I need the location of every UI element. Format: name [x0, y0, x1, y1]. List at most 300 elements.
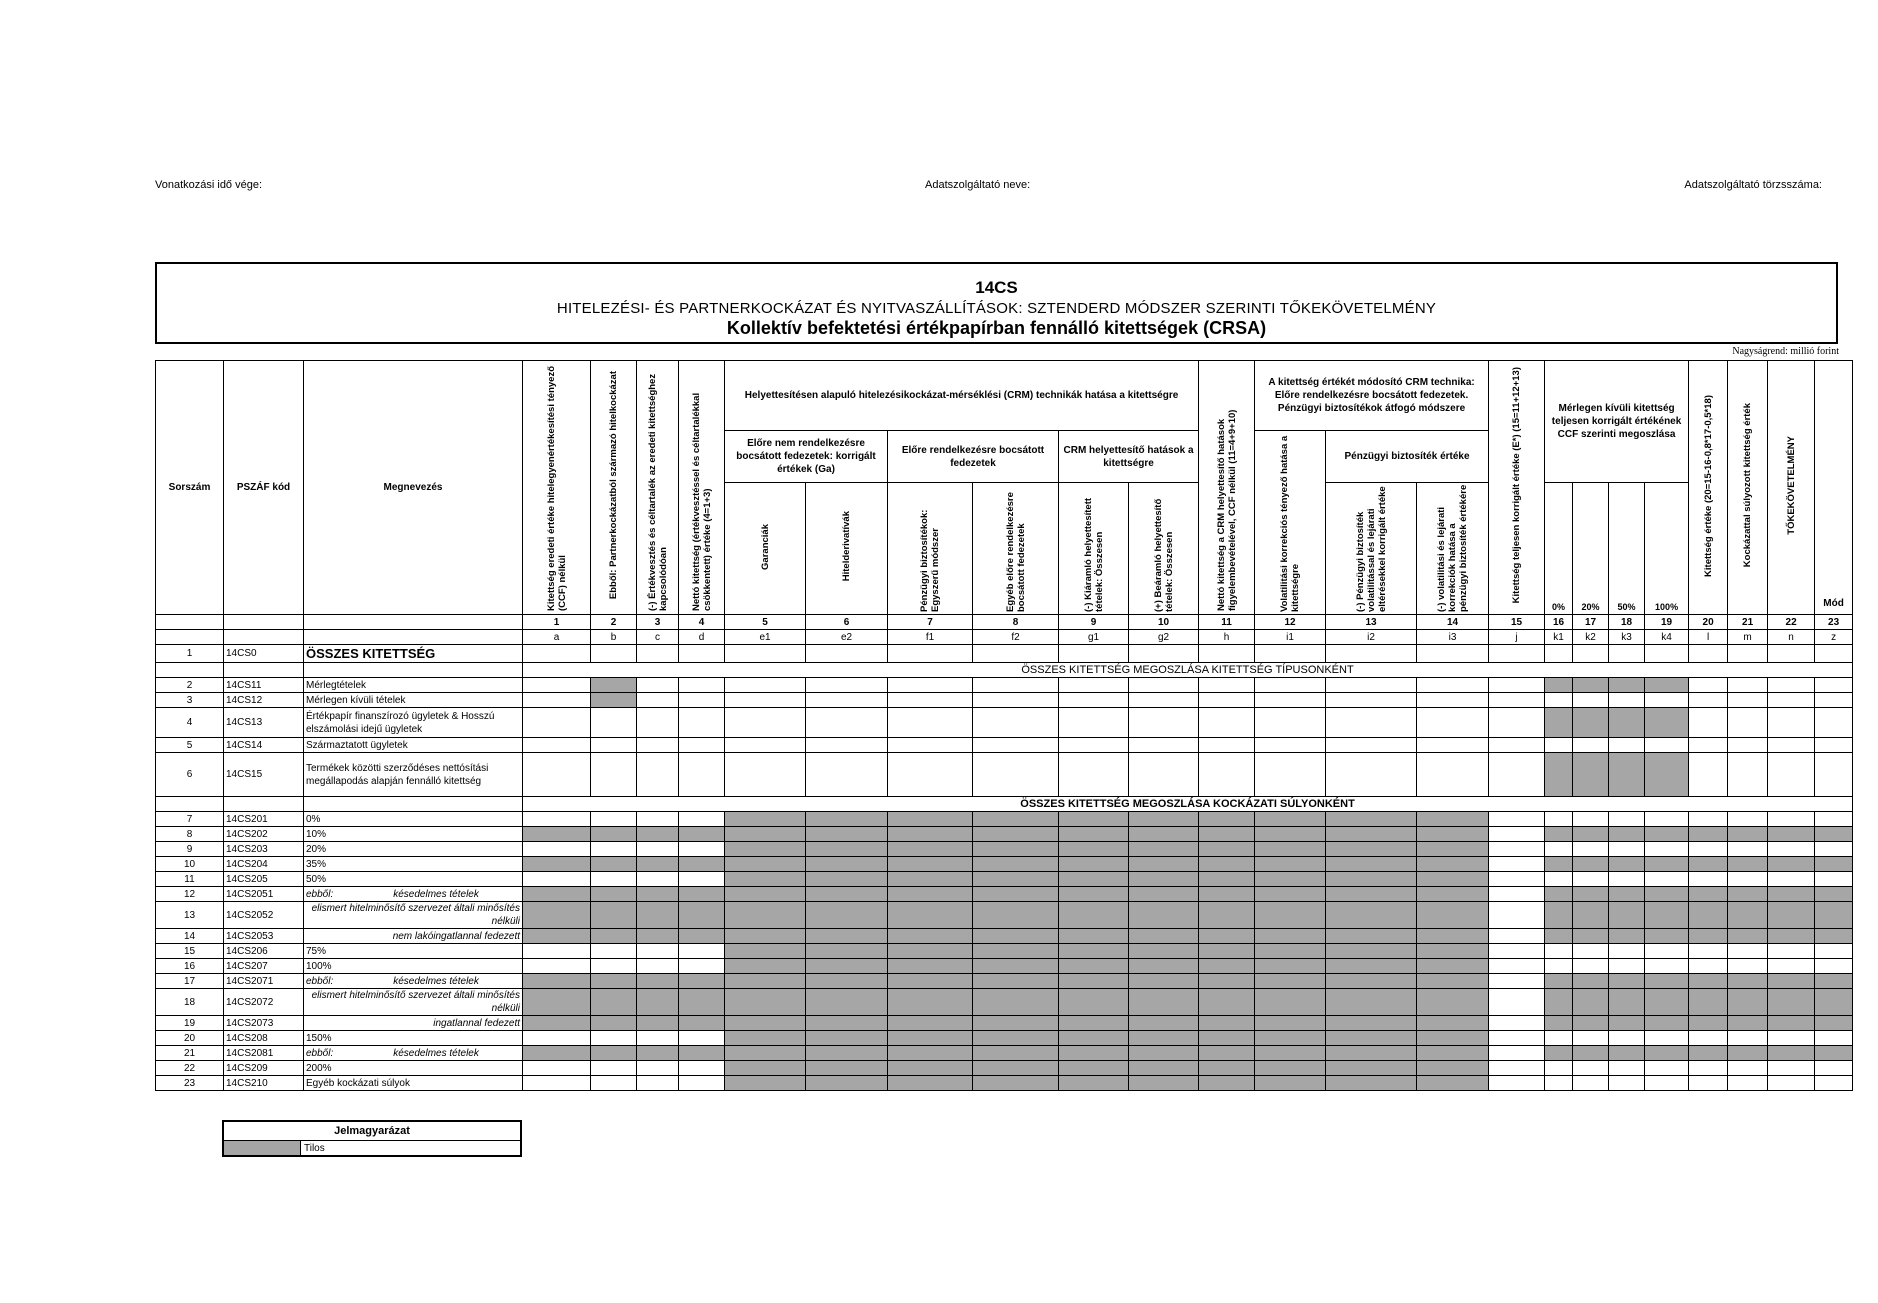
data-cell[interactable]	[888, 812, 973, 827]
data-cell[interactable]	[679, 1046, 725, 1061]
data-cell[interactable]	[1689, 678, 1728, 693]
data-cell[interactable]	[1645, 902, 1689, 929]
data-cell[interactable]	[1199, 944, 1255, 959]
data-cell[interactable]	[1728, 1076, 1768, 1091]
data-cell[interactable]	[1129, 1061, 1199, 1076]
data-cell[interactable]	[725, 1016, 806, 1031]
data-cell[interactable]	[637, 929, 679, 944]
data-cell[interactable]	[1768, 1061, 1815, 1076]
data-cell[interactable]	[1326, 902, 1417, 929]
data-cell[interactable]	[1545, 872, 1573, 887]
data-cell[interactable]	[1059, 1076, 1129, 1091]
data-cell[interactable]	[637, 902, 679, 929]
data-cell[interactable]	[1689, 929, 1728, 944]
data-cell[interactable]	[888, 645, 973, 663]
data-cell[interactable]	[1815, 857, 1853, 872]
data-cell[interactable]	[1645, 974, 1689, 989]
data-cell[interactable]	[1129, 929, 1199, 944]
data-cell[interactable]	[1255, 827, 1326, 842]
data-cell[interactable]	[1645, 753, 1689, 797]
data-cell[interactable]	[1573, 1061, 1609, 1076]
data-cell[interactable]	[523, 902, 591, 929]
data-cell[interactable]	[1059, 944, 1129, 959]
data-cell[interactable]	[806, 753, 888, 797]
data-cell[interactable]	[1255, 872, 1326, 887]
data-cell[interactable]	[523, 693, 591, 708]
data-cell[interactable]	[1059, 738, 1129, 753]
data-cell[interactable]	[1573, 842, 1609, 857]
data-cell[interactable]	[637, 708, 679, 738]
data-cell[interactable]	[637, 827, 679, 842]
data-cell[interactable]	[1545, 857, 1573, 872]
data-cell[interactable]	[1609, 645, 1645, 663]
data-cell[interactable]	[1489, 1061, 1545, 1076]
data-cell[interactable]	[1815, 959, 1853, 974]
data-cell[interactable]	[1255, 887, 1326, 902]
data-cell[interactable]	[1489, 887, 1545, 902]
data-cell[interactable]	[1573, 944, 1609, 959]
data-cell[interactable]	[1417, 1046, 1489, 1061]
data-cell[interactable]	[1059, 959, 1129, 974]
data-cell[interactable]	[1059, 872, 1129, 887]
data-cell[interactable]	[1255, 678, 1326, 693]
data-cell[interactable]	[1255, 708, 1326, 738]
data-cell[interactable]	[1768, 827, 1815, 842]
data-cell[interactable]	[1059, 1046, 1129, 1061]
data-cell[interactable]	[1545, 738, 1573, 753]
data-cell[interactable]	[806, 678, 888, 693]
data-cell[interactable]	[1815, 1031, 1853, 1046]
data-cell[interactable]	[1417, 645, 1489, 663]
data-cell[interactable]	[1645, 1061, 1689, 1076]
data-cell[interactable]	[1815, 929, 1853, 944]
data-cell[interactable]	[1417, 827, 1489, 842]
data-cell[interactable]	[1129, 1046, 1199, 1061]
data-cell[interactable]	[637, 738, 679, 753]
data-cell[interactable]	[1609, 812, 1645, 827]
data-cell[interactable]	[1417, 872, 1489, 887]
data-cell[interactable]	[591, 1046, 637, 1061]
data-cell[interactable]	[725, 974, 806, 989]
data-cell[interactable]	[1768, 842, 1815, 857]
data-cell[interactable]	[637, 872, 679, 887]
data-cell[interactable]	[1573, 902, 1609, 929]
data-cell[interactable]	[1728, 753, 1768, 797]
data-cell[interactable]	[679, 842, 725, 857]
data-cell[interactable]	[1768, 812, 1815, 827]
data-cell[interactable]	[1326, 887, 1417, 902]
data-cell[interactable]	[591, 708, 637, 738]
data-cell[interactable]	[1728, 872, 1768, 887]
data-cell[interactable]	[1815, 812, 1853, 827]
data-cell[interactable]	[1609, 842, 1645, 857]
data-cell[interactable]	[1255, 959, 1326, 974]
data-cell[interactable]	[1059, 929, 1129, 944]
data-cell[interactable]	[1609, 753, 1645, 797]
data-cell[interactable]	[591, 902, 637, 929]
data-cell[interactable]	[888, 974, 973, 989]
data-cell[interactable]	[1489, 645, 1545, 663]
data-cell[interactable]	[1645, 1031, 1689, 1046]
data-cell[interactable]	[806, 902, 888, 929]
data-cell[interactable]	[1255, 1061, 1326, 1076]
data-cell[interactable]	[1728, 645, 1768, 663]
data-cell[interactable]	[523, 887, 591, 902]
data-cell[interactable]	[1326, 1076, 1417, 1091]
data-cell[interactable]	[1326, 842, 1417, 857]
data-cell[interactable]	[1255, 857, 1326, 872]
data-cell[interactable]	[1768, 753, 1815, 797]
data-cell[interactable]	[1815, 974, 1853, 989]
data-cell[interactable]	[806, 1061, 888, 1076]
data-cell[interactable]	[1645, 678, 1689, 693]
data-cell[interactable]	[1545, 753, 1573, 797]
data-cell[interactable]	[1815, 693, 1853, 708]
data-cell[interactable]	[1326, 1061, 1417, 1076]
data-cell[interactable]	[1728, 1061, 1768, 1076]
data-cell[interactable]	[1545, 645, 1573, 663]
data-cell[interactable]	[1129, 1016, 1199, 1031]
data-cell[interactable]	[1645, 645, 1689, 663]
data-cell[interactable]	[637, 645, 679, 663]
data-cell[interactable]	[1199, 1076, 1255, 1091]
data-cell[interactable]	[637, 857, 679, 872]
data-cell[interactable]	[1129, 645, 1199, 663]
data-cell[interactable]	[637, 842, 679, 857]
data-cell[interactable]	[591, 812, 637, 827]
data-cell[interactable]	[973, 902, 1059, 929]
data-cell[interactable]	[725, 857, 806, 872]
data-cell[interactable]	[725, 753, 806, 797]
data-cell[interactable]	[806, 1016, 888, 1031]
data-cell[interactable]	[1768, 645, 1815, 663]
data-cell[interactable]	[1689, 827, 1728, 842]
data-cell[interactable]	[1689, 708, 1728, 738]
data-cell[interactable]	[725, 1046, 806, 1061]
data-cell[interactable]	[1768, 929, 1815, 944]
data-cell[interactable]	[1059, 989, 1129, 1016]
data-cell[interactable]	[1326, 645, 1417, 663]
data-cell[interactable]	[1489, 827, 1545, 842]
data-cell[interactable]	[1689, 812, 1728, 827]
data-cell[interactable]	[1059, 827, 1129, 842]
data-cell[interactable]	[806, 959, 888, 974]
data-cell[interactable]	[1689, 1061, 1728, 1076]
data-cell[interactable]	[1645, 989, 1689, 1016]
data-cell[interactable]	[888, 902, 973, 929]
data-cell[interactable]	[679, 872, 725, 887]
data-cell[interactable]	[1255, 929, 1326, 944]
data-cell[interactable]	[1645, 887, 1689, 902]
data-cell[interactable]	[1573, 753, 1609, 797]
data-cell[interactable]	[1768, 738, 1815, 753]
data-cell[interactable]	[637, 887, 679, 902]
data-cell[interactable]	[1609, 708, 1645, 738]
data-cell[interactable]	[1326, 872, 1417, 887]
data-cell[interactable]	[1545, 944, 1573, 959]
data-cell[interactable]	[1129, 753, 1199, 797]
data-cell[interactable]	[1645, 827, 1689, 842]
data-cell[interactable]	[888, 678, 973, 693]
data-cell[interactable]	[1129, 974, 1199, 989]
data-cell[interactable]	[1199, 959, 1255, 974]
data-cell[interactable]	[591, 645, 637, 663]
data-cell[interactable]	[1059, 812, 1129, 827]
data-cell[interactable]	[1573, 929, 1609, 944]
data-cell[interactable]	[973, 738, 1059, 753]
data-cell[interactable]	[973, 1061, 1059, 1076]
data-cell[interactable]	[591, 1061, 637, 1076]
data-cell[interactable]	[725, 693, 806, 708]
data-cell[interactable]	[973, 678, 1059, 693]
data-cell[interactable]	[725, 944, 806, 959]
data-cell[interactable]	[888, 1016, 973, 1031]
data-cell[interactable]	[679, 857, 725, 872]
data-cell[interactable]	[1059, 887, 1129, 902]
data-cell[interactable]	[888, 887, 973, 902]
data-cell[interactable]	[1573, 1076, 1609, 1091]
data-cell[interactable]	[1645, 1076, 1689, 1091]
data-cell[interactable]	[1645, 929, 1689, 944]
data-cell[interactable]	[1609, 959, 1645, 974]
data-cell[interactable]	[523, 842, 591, 857]
data-cell[interactable]	[637, 1046, 679, 1061]
data-cell[interactable]	[1728, 944, 1768, 959]
data-cell[interactable]	[1199, 827, 1255, 842]
data-cell[interactable]	[1728, 902, 1768, 929]
data-cell[interactable]	[1815, 738, 1853, 753]
data-cell[interactable]	[1199, 645, 1255, 663]
data-cell[interactable]	[1129, 1076, 1199, 1091]
data-cell[interactable]	[1417, 1031, 1489, 1046]
data-cell[interactable]	[973, 1031, 1059, 1046]
data-cell[interactable]	[1545, 959, 1573, 974]
data-cell[interactable]	[1489, 1046, 1545, 1061]
data-cell[interactable]	[679, 645, 725, 663]
data-cell[interactable]	[523, 929, 591, 944]
data-cell[interactable]	[725, 959, 806, 974]
data-cell[interactable]	[1255, 1046, 1326, 1061]
data-cell[interactable]	[591, 872, 637, 887]
data-cell[interactable]	[1417, 693, 1489, 708]
data-cell[interactable]	[806, 989, 888, 1016]
data-cell[interactable]	[637, 1061, 679, 1076]
data-cell[interactable]	[1689, 887, 1728, 902]
data-cell[interactable]	[1199, 753, 1255, 797]
data-cell[interactable]	[888, 693, 973, 708]
data-cell[interactable]	[1609, 872, 1645, 887]
data-cell[interactable]	[725, 708, 806, 738]
data-cell[interactable]	[679, 827, 725, 842]
data-cell[interactable]	[523, 1061, 591, 1076]
data-cell[interactable]	[973, 645, 1059, 663]
data-cell[interactable]	[1728, 887, 1768, 902]
data-cell[interactable]	[1609, 929, 1645, 944]
data-cell[interactable]	[1059, 857, 1129, 872]
data-cell[interactable]	[1545, 812, 1573, 827]
data-cell[interactable]	[888, 753, 973, 797]
data-cell[interactable]	[806, 812, 888, 827]
data-cell[interactable]	[591, 1076, 637, 1091]
data-cell[interactable]	[1815, 827, 1853, 842]
data-cell[interactable]	[1728, 929, 1768, 944]
data-cell[interactable]	[1489, 1031, 1545, 1046]
data-cell[interactable]	[1326, 944, 1417, 959]
data-cell[interactable]	[1573, 872, 1609, 887]
data-cell[interactable]	[1645, 872, 1689, 887]
data-cell[interactable]	[1573, 812, 1609, 827]
data-cell[interactable]	[1573, 989, 1609, 1016]
data-cell[interactable]	[1573, 1016, 1609, 1031]
data-cell[interactable]	[523, 1046, 591, 1061]
data-cell[interactable]	[637, 812, 679, 827]
data-cell[interactable]	[1199, 1016, 1255, 1031]
data-cell[interactable]	[888, 1076, 973, 1091]
data-cell[interactable]	[1609, 738, 1645, 753]
data-cell[interactable]	[1199, 989, 1255, 1016]
data-cell[interactable]	[973, 827, 1059, 842]
data-cell[interactable]	[679, 887, 725, 902]
data-cell[interactable]	[1689, 902, 1728, 929]
data-cell[interactable]	[1417, 1016, 1489, 1031]
data-cell[interactable]	[1059, 645, 1129, 663]
data-cell[interactable]	[1728, 1016, 1768, 1031]
data-cell[interactable]	[1199, 929, 1255, 944]
data-cell[interactable]	[1255, 989, 1326, 1016]
data-cell[interactable]	[1255, 1016, 1326, 1031]
data-cell[interactable]	[1609, 857, 1645, 872]
data-cell[interactable]	[725, 872, 806, 887]
data-cell[interactable]	[1199, 1061, 1255, 1076]
data-cell[interactable]	[591, 989, 637, 1016]
data-cell[interactable]	[1255, 902, 1326, 929]
data-cell[interactable]	[637, 989, 679, 1016]
data-cell[interactable]	[1417, 902, 1489, 929]
data-cell[interactable]	[1728, 708, 1768, 738]
data-cell[interactable]	[973, 944, 1059, 959]
data-cell[interactable]	[1326, 753, 1417, 797]
data-cell[interactable]	[1609, 944, 1645, 959]
data-cell[interactable]	[1255, 1076, 1326, 1091]
data-cell[interactable]	[523, 827, 591, 842]
data-cell[interactable]	[1689, 693, 1728, 708]
data-cell[interactable]	[1255, 974, 1326, 989]
data-cell[interactable]	[1255, 645, 1326, 663]
data-cell[interactable]	[888, 929, 973, 944]
data-cell[interactable]	[1815, 902, 1853, 929]
data-cell[interactable]	[1768, 887, 1815, 902]
data-cell[interactable]	[1573, 738, 1609, 753]
data-cell[interactable]	[1609, 887, 1645, 902]
data-cell[interactable]	[1545, 842, 1573, 857]
data-cell[interactable]	[1815, 708, 1853, 738]
data-cell[interactable]	[523, 738, 591, 753]
data-cell[interactable]	[1689, 1076, 1728, 1091]
data-cell[interactable]	[1645, 1046, 1689, 1061]
data-cell[interactable]	[1129, 887, 1199, 902]
data-cell[interactable]	[1199, 902, 1255, 929]
data-cell[interactable]	[1199, 678, 1255, 693]
data-cell[interactable]	[1326, 678, 1417, 693]
data-cell[interactable]	[888, 738, 973, 753]
data-cell[interactable]	[1609, 1016, 1645, 1031]
data-cell[interactable]	[1326, 989, 1417, 1016]
data-cell[interactable]	[1129, 693, 1199, 708]
data-cell[interactable]	[1768, 678, 1815, 693]
data-cell[interactable]	[1609, 1046, 1645, 1061]
data-cell[interactable]	[1199, 974, 1255, 989]
data-cell[interactable]	[1768, 902, 1815, 929]
data-cell[interactable]	[523, 857, 591, 872]
data-cell[interactable]	[1129, 812, 1199, 827]
data-cell[interactable]	[725, 812, 806, 827]
data-cell[interactable]	[523, 944, 591, 959]
data-cell[interactable]	[973, 812, 1059, 827]
data-cell[interactable]	[1573, 708, 1609, 738]
data-cell[interactable]	[1728, 842, 1768, 857]
data-cell[interactable]	[1728, 678, 1768, 693]
data-cell[interactable]	[1609, 678, 1645, 693]
data-cell[interactable]	[591, 857, 637, 872]
data-cell[interactable]	[591, 738, 637, 753]
data-cell[interactable]	[679, 959, 725, 974]
data-cell[interactable]	[1545, 693, 1573, 708]
data-cell[interactable]	[1645, 708, 1689, 738]
data-cell[interactable]	[1417, 1061, 1489, 1076]
data-cell[interactable]	[523, 1016, 591, 1031]
data-cell[interactable]	[1059, 842, 1129, 857]
data-cell[interactable]	[1645, 1016, 1689, 1031]
data-cell[interactable]	[973, 974, 1059, 989]
data-cell[interactable]	[806, 693, 888, 708]
data-cell[interactable]	[679, 974, 725, 989]
data-cell[interactable]	[1489, 857, 1545, 872]
data-cell[interactable]	[679, 753, 725, 797]
data-cell[interactable]	[1545, 1016, 1573, 1031]
data-cell[interactable]	[1573, 1031, 1609, 1046]
data-cell[interactable]	[1573, 887, 1609, 902]
data-cell[interactable]	[1489, 753, 1545, 797]
data-cell[interactable]	[637, 944, 679, 959]
data-cell[interactable]	[1129, 989, 1199, 1016]
data-cell[interactable]	[888, 1031, 973, 1046]
data-cell[interactable]	[1645, 857, 1689, 872]
data-cell[interactable]	[591, 974, 637, 989]
data-cell[interactable]	[523, 872, 591, 887]
data-cell[interactable]	[1417, 974, 1489, 989]
data-cell[interactable]	[1689, 1046, 1728, 1061]
data-cell[interactable]	[725, 1031, 806, 1046]
data-cell[interactable]	[1199, 887, 1255, 902]
data-cell[interactable]	[1199, 708, 1255, 738]
data-cell[interactable]	[1609, 693, 1645, 708]
data-cell[interactable]	[1417, 708, 1489, 738]
data-cell[interactable]	[1326, 1031, 1417, 1046]
data-cell[interactable]	[1689, 944, 1728, 959]
data-cell[interactable]	[1417, 812, 1489, 827]
data-cell[interactable]	[1129, 678, 1199, 693]
data-cell[interactable]	[888, 944, 973, 959]
data-cell[interactable]	[1689, 645, 1728, 663]
data-cell[interactable]	[1728, 959, 1768, 974]
data-cell[interactable]	[806, 738, 888, 753]
data-cell[interactable]	[1326, 929, 1417, 944]
data-cell[interactable]	[806, 1076, 888, 1091]
data-cell[interactable]	[1545, 1061, 1573, 1076]
data-cell[interactable]	[1728, 693, 1768, 708]
data-cell[interactable]	[806, 708, 888, 738]
data-cell[interactable]	[888, 857, 973, 872]
